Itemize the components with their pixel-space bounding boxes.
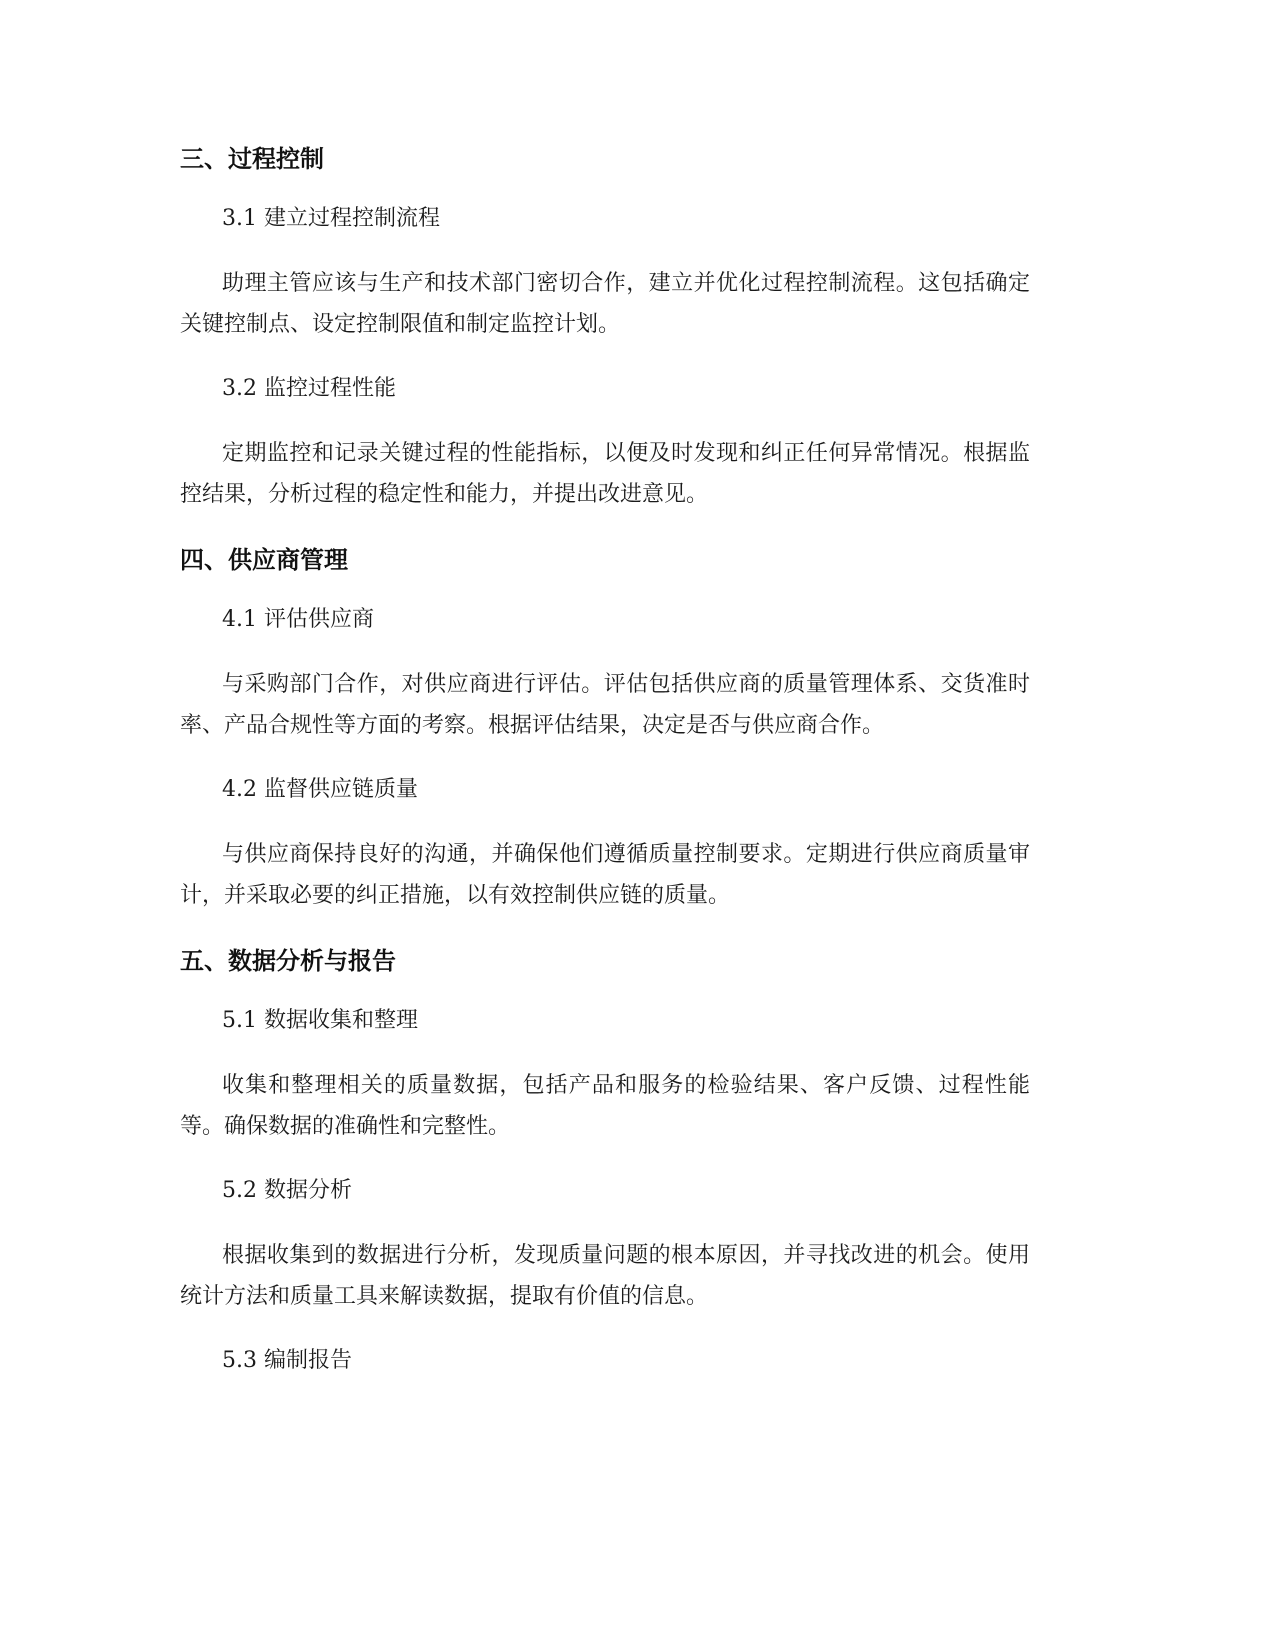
section-title: 三、过程控制 (180, 145, 324, 173)
paragraph: 与采购部门合作，对供应商进行评估。评估包括供应商的质量管理体系、交货准时率、产品合规性等方面的考察。根据评估结果，决定是否与供应商合作。 (180, 672, 1030, 738)
paragraph: 根据收集到的数据进行分析，发现质量问题的根本原因，并寻找改进的机会。使用统计方法和质量工具来解读数据，提取有价值的信息。 (180, 1243, 1030, 1309)
section-title: 四、供应商管理 (180, 546, 348, 574)
document-content (180, 140, 1030, 1405)
section-process-control (180, 140, 1030, 515)
paragraph: 定期监控和记录关键过程的性能指标，以便及时发现和纠正任何异常情况。根据监控结果，分析过程的稳定性和能力，并提出改进意见。 (180, 441, 1030, 507)
subsection-title: 4.2 监督供应链质量 (222, 777, 418, 802)
section-data-analysis (180, 942, 1030, 1379)
section-supplier-management (180, 541, 1030, 916)
paragraph: 收集和整理相关的质量数据，包括产品和服务的检验结果、客户反馈、过程性能等。确保数据的准确性和完整性。 (180, 1073, 1030, 1139)
subsection-title: 3.1 建立过程控制流程 (222, 206, 440, 231)
section-title: 五、数据分析与报告 (180, 947, 396, 975)
subsection-title: 3.2 监控过程性能 (222, 376, 396, 401)
paragraph: 助理主管应该与生产和技术部门密切合作，建立并优化过程控制流程。这包括确定关键控制点、设定控制限值和制定监控计划。 (180, 271, 1030, 337)
paragraph: 与供应商保持良好的沟通，并确保他们遵循质量控制要求。定期进行供应商质量审计，并采取必要的纠正措施，以有效控制供应链的质量。 (180, 842, 1030, 908)
subsection-title: 4.1 评估供应商 (222, 607, 374, 632)
subsection-title: 5.3 编制报告 (222, 1348, 352, 1373)
subsection-title: 5.2 数据分析 (222, 1178, 352, 1203)
subsection-title: 5.1 数据收集和整理 (222, 1008, 418, 1033)
